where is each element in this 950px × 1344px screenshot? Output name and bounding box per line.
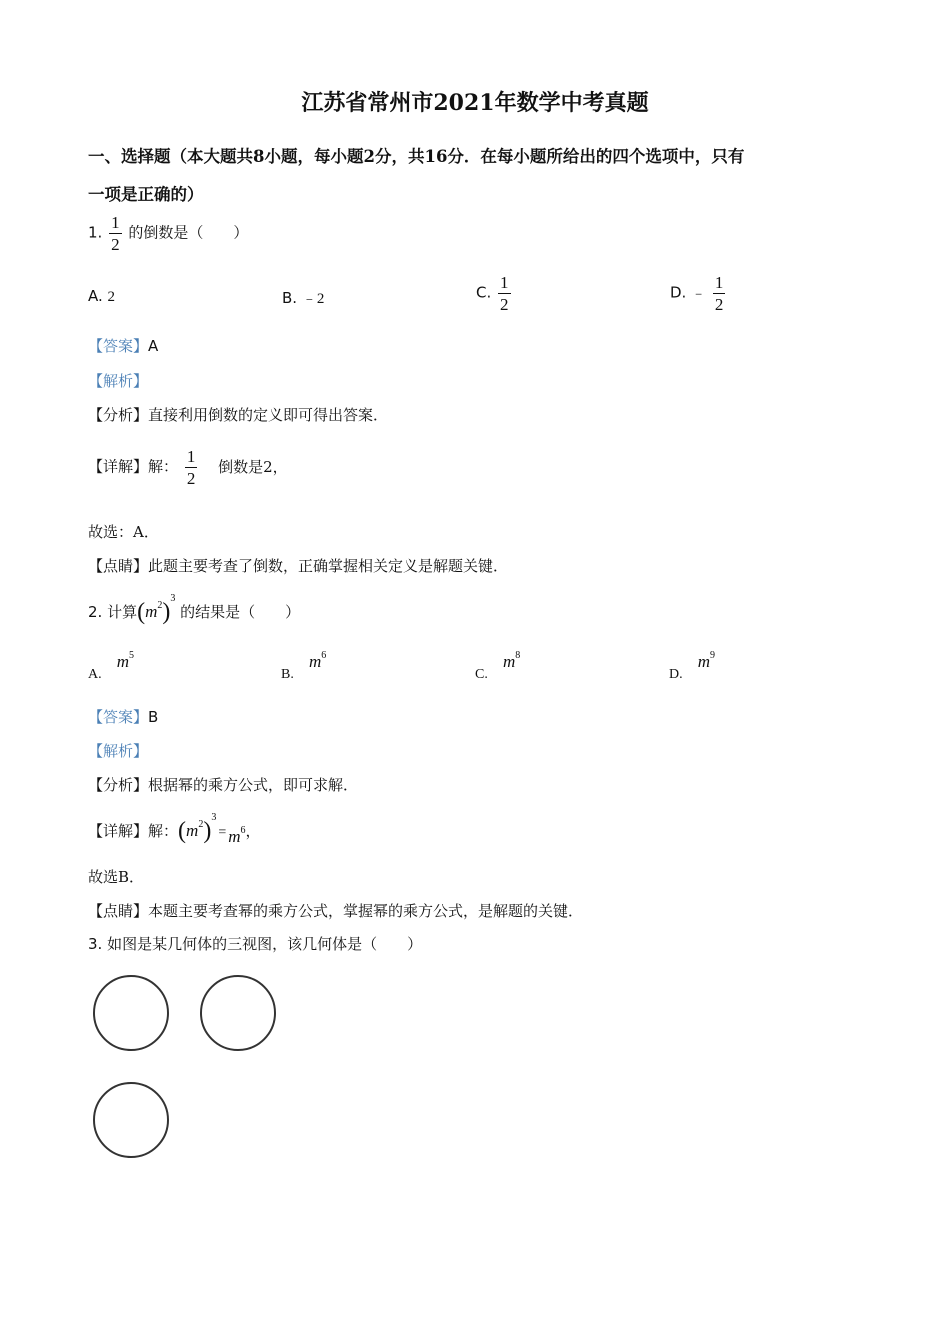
page-title: 江苏省常州市2021年数学中考真题 xyxy=(301,90,649,116)
xiangjie-line xyxy=(88,448,288,487)
answer-tag: 【答案】 xyxy=(88,708,149,726)
fenxi-text: 根据幂的乘方公式，即可求解． xyxy=(148,776,359,794)
dianjing-tag: 【点睛】 xyxy=(88,557,149,575)
option-value xyxy=(698,652,715,671)
power-base: m xyxy=(502,652,516,671)
outer-exponent: 3 xyxy=(170,593,176,604)
option-label: C. xyxy=(476,283,492,302)
dianjing-line xyxy=(88,555,508,576)
fraction xyxy=(109,214,122,253)
fraction-denominator: 2 xyxy=(500,295,509,314)
option-label: A. xyxy=(88,287,103,305)
fraction-numerator: 1 xyxy=(111,213,120,232)
option-label: D. xyxy=(669,667,683,682)
fraction-denominator: 2 xyxy=(714,295,724,314)
answer-value: A xyxy=(148,337,159,355)
fenxi-tag: 【分析】 xyxy=(88,406,149,424)
fenxi-line xyxy=(88,404,388,425)
question-3 xyxy=(88,933,422,954)
fenxi-text: 直接利用倒数的定义即可得出答案． xyxy=(148,406,389,424)
option-value xyxy=(117,652,134,671)
option-value: ﹣2 xyxy=(301,291,325,307)
power-base: m xyxy=(308,652,322,671)
side-view-circle xyxy=(200,975,276,1051)
question-stem-post: 的结果是（ ） xyxy=(180,603,301,621)
exponent: 8 xyxy=(515,650,521,661)
power-base: m xyxy=(228,827,241,846)
option-label: C. xyxy=(475,667,488,682)
xiangjie-post: ， xyxy=(245,822,261,840)
analysis-tag: 【解析】 xyxy=(88,372,149,390)
option-label: B. xyxy=(282,289,298,307)
question-2 xyxy=(88,593,300,626)
dianjing-line xyxy=(88,900,583,921)
xiangjie-pre: 解： xyxy=(148,457,179,476)
xiangjie-line xyxy=(88,812,261,845)
result-power xyxy=(228,827,245,846)
top-view-circle xyxy=(93,1082,169,1158)
question-stem: 如图是某几何体的三视图，该几何体是（ ） xyxy=(107,935,423,953)
fraction xyxy=(713,274,726,313)
guxuan-line: 故选B． xyxy=(88,868,145,886)
exponent: 9 xyxy=(710,650,715,661)
fenxi-tag: 【分析】 xyxy=(88,776,149,794)
dianjing-tag: 【点睛】 xyxy=(88,902,149,920)
question-stem-pre: 计算 xyxy=(107,603,138,621)
option-label: D. xyxy=(670,283,687,302)
exponent: 6 xyxy=(240,825,246,836)
option-label: B. xyxy=(281,667,294,682)
xiangjie-post: 倒数是2， xyxy=(218,457,288,476)
exponent: 6 xyxy=(321,650,327,661)
option-value xyxy=(309,652,326,671)
dianjing-text: 本题主要考查幂的乘方公式，掌握幂的乘方公式，是解题的关键． xyxy=(148,902,584,920)
option-c xyxy=(475,650,521,682)
section-heading-line2: 一项是正确的） xyxy=(88,185,204,204)
option-value: 2 xyxy=(107,289,116,305)
outer-exponent: 3 xyxy=(211,812,217,823)
option-d xyxy=(670,274,727,313)
fraction xyxy=(185,448,198,487)
answer-value: B xyxy=(148,708,159,726)
question-number: 3. xyxy=(88,935,103,953)
section-heading-line1: 一、选择题（本大题共8小题，每小题2分，共16分．在每小题所给出的四个选项中，只有 xyxy=(88,147,745,166)
fraction-numerator: 1 xyxy=(714,273,724,292)
power-expression: $(m^2)^3$ xyxy=(178,812,217,844)
answer-tag: 【答案】 xyxy=(88,337,149,355)
analysis-tag: 【解析】 xyxy=(88,742,149,760)
xiangjie-pre: 解： xyxy=(148,822,179,840)
minus-sign: ﹣ xyxy=(691,285,707,302)
fraction-numerator: 1 xyxy=(186,447,196,466)
question-number: 1. xyxy=(88,223,103,242)
fraction-denominator: 2 xyxy=(186,469,196,488)
answer-line xyxy=(88,706,158,727)
option-a xyxy=(88,287,115,306)
option-value xyxy=(503,652,520,671)
xiangjie-tag: 【详解】 xyxy=(88,457,149,476)
answer-line xyxy=(88,335,158,356)
inner-exponent: 2 xyxy=(157,600,163,611)
power-base: m xyxy=(697,652,710,671)
fraction-denominator: 2 xyxy=(111,235,120,254)
power-base: m xyxy=(116,652,129,671)
option-d xyxy=(669,650,715,682)
dianjing-text: 此题主要考查了倒数，正确掌握相关定义是解题关键． xyxy=(148,557,509,575)
guxuan-line: 故选：A． xyxy=(88,523,159,541)
question-stem: 的倒数是（ ） xyxy=(128,223,249,242)
power-base: m xyxy=(186,821,199,840)
front-view-circle xyxy=(93,975,169,1051)
fraction-numerator: 1 xyxy=(500,273,509,292)
option-b xyxy=(281,650,327,682)
option-b xyxy=(282,287,324,308)
fraction xyxy=(498,274,511,313)
fenxi-line xyxy=(88,774,358,795)
question-number: 2. xyxy=(88,603,103,621)
power-expression: $(m^2)^3$ xyxy=(137,593,176,625)
question-1 xyxy=(88,214,248,253)
xiangjie-tag: 【详解】 xyxy=(88,822,149,840)
option-label: A. xyxy=(88,667,102,682)
option-a xyxy=(88,650,134,682)
exponent: 5 xyxy=(129,650,134,661)
equals-sign: = xyxy=(218,825,227,840)
power-base: m xyxy=(145,602,158,621)
inner-exponent: 2 xyxy=(198,819,204,830)
option-c xyxy=(476,274,513,313)
